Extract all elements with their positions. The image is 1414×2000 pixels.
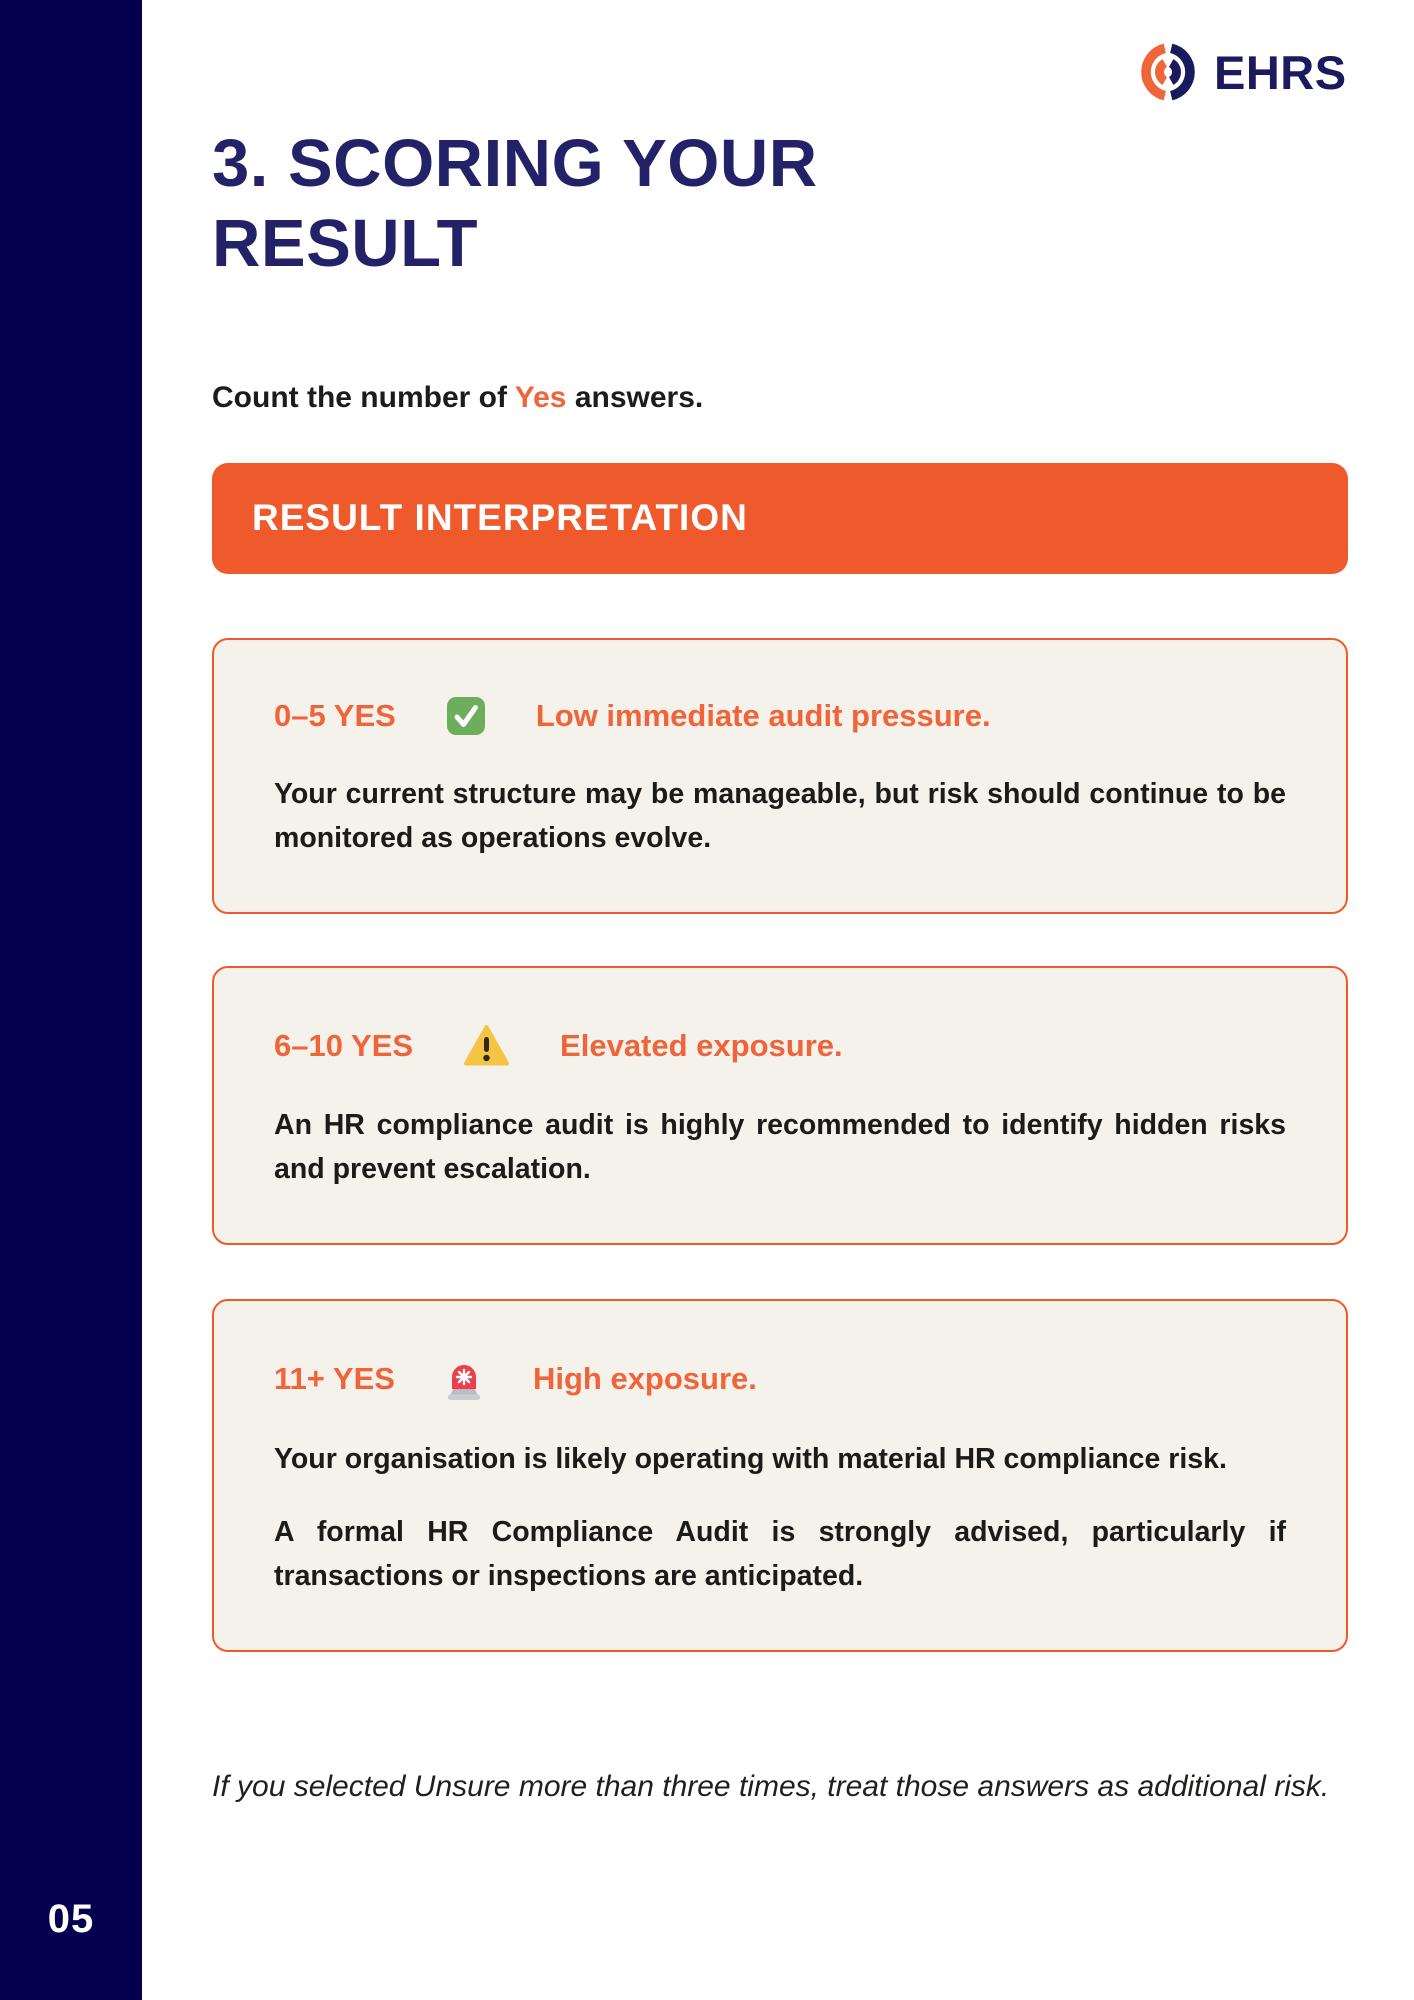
score-range: 0–5 YES (274, 697, 396, 733)
page-title (212, 124, 1348, 285)
score-headline: Low immediate audit pressure. (535, 697, 991, 733)
warning-icon (463, 1024, 510, 1067)
section-banner-label: RESULT INTERPRETATION (252, 497, 748, 539)
score-card-elevated (212, 966, 1348, 1245)
score-headline: High exposure. (532, 1361, 757, 1397)
score-card-low-heading (274, 696, 1286, 736)
brand-logo-text: EHRS (1214, 45, 1347, 99)
score-card-high-heading (274, 1357, 1286, 1401)
intro-text (212, 381, 1348, 415)
score-range: 11+ YES (274, 1361, 395, 1397)
footnote: If you selected Unsure more than three times, treat those answers as additional risk. (212, 1769, 1330, 1803)
score-card-body: An HR compliance audit is highly recommended to identify hidden risks and prevent escalation. (274, 1109, 1286, 1186)
score-card-elevated-heading (274, 1024, 1286, 1067)
intro-highlight-yes: Yes (514, 380, 567, 414)
intro-prefix: Count the number of (212, 380, 515, 414)
siren-icon (445, 1357, 483, 1401)
score-headline: Elevated exposure. (560, 1027, 843, 1063)
content-column (212, 0, 1348, 1809)
page-title-line2: RESULT (212, 206, 479, 282)
left-navy-band (0, 0, 142, 2000)
check-icon (446, 696, 486, 736)
score-card-high (212, 1299, 1348, 1652)
page-title-line1: 3. SCORING YOUR (212, 126, 818, 201)
intro-suffix: answers. (566, 380, 704, 414)
page-number: 05 (47, 1897, 95, 1941)
section-banner (212, 463, 1348, 574)
score-card-low (212, 638, 1348, 914)
score-card-body: A formal HR Compliance Audit is strongly advised, particularly if transactions or inspections are anticipated. (274, 1515, 1286, 1592)
score-card-body: Your current structure may be manageable, but risk should continue to be monitored as operations evolve. (274, 777, 1286, 854)
score-card-body: Your organisation is likely operating with material HR compliance risk. (274, 1443, 1227, 1476)
score-range: 6–10 YES (274, 1027, 414, 1063)
